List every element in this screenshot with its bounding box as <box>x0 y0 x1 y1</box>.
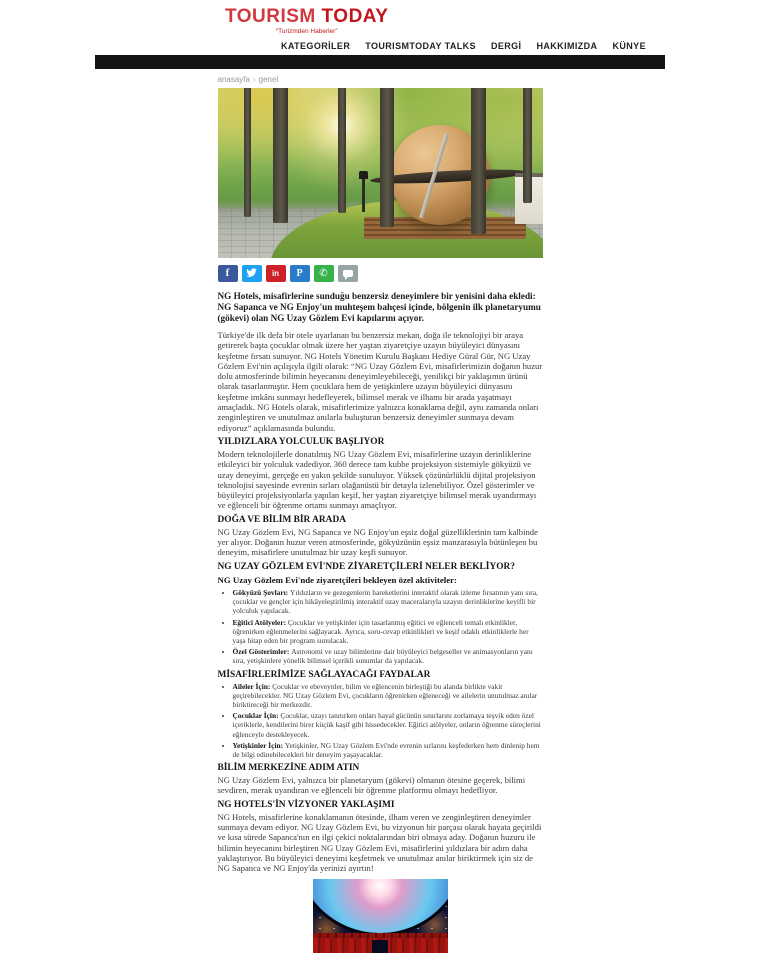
twitter-icon <box>246 267 257 280</box>
hero-tree-trunk <box>338 88 346 213</box>
hero-image <box>218 88 543 258</box>
whatsapp-share-button[interactable] <box>314 265 334 282</box>
hero-tree-trunk <box>471 88 486 234</box>
article-intro: NG Hotels, misafirlerine sunduğu benzersiz deneyimlere bir yenisini daha ekledi: NG Sapanca ve NG Enjoy'un muhteşem bahçesi içinde, bölgenin ilk planetaryumu (gökevi) olan NG Uzay Gözlem Evi kapılarını açıyor. <box>217 291 541 323</box>
facebook-icon <box>226 268 230 279</box>
site-header <box>0 0 760 69</box>
linkedin-icon <box>272 269 279 278</box>
planetarium-interior-image <box>313 879 448 953</box>
breadcrumb-separator: › <box>252 75 256 84</box>
article-paragraph: Türkiye'de ilk defa bir otele uyarlanan bu benzersiz mekan, doğa ile teknolojiyi bir araya getirerek başta çocuklar olmak üzere her yaştan ziyaretçiye uzayın büyüleyici dünyasını keşfetme fırsatı sunuyor. NG Hotels Yönetim Kurulu Başkanı Hediye Güral Gür, NG Uzay Gözlem Evi'nin açılışıyla ilgili olarak: “NG Uzay Gözlem Evi, misafirlerimizin doğanın huzur dolu atmosferinde bilimin heyecanını deneyimleyebileceği, yenilikçi bir yaklaşımın ürünü olarak tasarlanmıştır. Hem çocuklara hem de yetişkinlere uzayın büyüleyici dünyasını keşfetme imkânı sunmayı hedefleyerek, bilimsel merak ve ilhamı bir arada yaşatmayı amaçladık. NG Hotels olarak, misafirlerimize yalnızca konaklama değil, aynı zamanda onları zenginleştiren ve unutulmaz anılarla buluşturan benzersiz deneyimler sunmaya devam ediyoruz” açıklamasında bulundu. <box>217 330 543 433</box>
nav-item[interactable]: DERGİ <box>490 41 522 51</box>
list-item: • Çocuklar İçin: Çocuklar, uzayı tanıtırken onları hayal gücünün sınırlarını zorlamaya teşvik eden özel içeriklerle, kendilerini birer küçük kaşif gibi hissedecekler. Eğitici atölyeler, onların öğrenme süreçlerini eğlenceyle destekleyecek. <box>233 711 543 739</box>
list-item: • Aileler İçin: Çocuklar ve ebeveynler, bilim ve eğlencenin birleştiği bu alanda birlikte vakit geçirebilecekler. NG Uzay Gözlem Evi, çocukların öğrenirken eğleneceği ve ailelerin unutulmaz anılar biriktireceği bir merkezdir. <box>233 682 543 710</box>
bullet-list <box>218 588 543 666</box>
hero-tree-trunk <box>273 88 288 223</box>
article-sections <box>218 330 543 874</box>
logo-primary-text: TOURISM <box>225 6 316 27</box>
bullet-list <box>218 682 543 760</box>
breadcrumb-home-link[interactable]: anasayfa <box>217 75 250 84</box>
pinterest-icon <box>296 269 302 279</box>
twitter-share-button[interactable] <box>242 265 262 282</box>
facebook-share-button[interactable] <box>218 265 238 282</box>
article-paragraph: Modern teknolojilerle donatılmış NG Uzay Gözlem Evi, misafirlerine uzayın derinliklerine etkileyici bir yolculuk vadediyor. 360 derece tam kubbe projeksiyon sistemiyle gökyüzü ve uzay deneyimi, gerçeğe en yakın şekilde sunuluyor. Yüksek çözünürlüklü dijital projeksiyon teknolojisi sayesinde evrenin sırları olağanüstü bir detayla izlenebiliyor. Özel gösterimler ve büyüleyici projeksiyonlarla yapılan keşif, her yaştan ziyaretçiye bilimsel merak uyandırmayı ve eğlenceli bir öğrenme ortamı sunmayı amaçlıyor. <box>217 448 537 511</box>
section-heading: NG UZAY GÖZLEM EVİ'NDE ZİYARETÇİLERİ NELER BEKLİYOR? <box>217 561 515 572</box>
list-item: • Eğitici Atölyeler: Çocuklar ve yetişkinler için tasarlanmış eğitici ve eğlenceli temalı etkinlikler, öğrenirken eğlenmelerini sağlayacak. Ayrıca, soru-cevap etkinlikleri ve keşif odaklı etkinliklerle her yaşa hitap eden bir program sunulacak. <box>233 618 543 646</box>
section-heading: DOĞA VE BİLİM BİR ARADA <box>217 514 346 525</box>
article-bold-line: NG Uzay Gözlem Evi'nde ziyaretçileri bekleyen özel aktiviteler: <box>217 574 457 585</box>
nav-item[interactable]: TOURISMTODAY TALKS <box>365 41 476 51</box>
section-heading: BİLİM MERKEZİNE ADIM ATIN <box>217 763 360 774</box>
pinterest-share-button[interactable] <box>290 265 310 282</box>
breadcrumb <box>218 75 543 84</box>
site-logo[interactable] <box>225 7 388 35</box>
logo-secondary-text: TODAY <box>321 6 389 27</box>
hero-tree-trunk <box>523 88 532 203</box>
comment-icon <box>343 270 353 277</box>
hero-lamp-post <box>362 178 365 212</box>
main-nav <box>281 41 665 51</box>
comment-share-button[interactable] <box>338 265 358 282</box>
nav-item[interactable]: KATEGORİLER <box>281 41 351 51</box>
article-paragraph: NG Hotels, misafirlerine konaklamanın ötesinde, ilham veren ve zenginleştiren deneyimler sunmaya devam ediyor. NG Uzay Gözlem Evi, bu vizyonun bir parçası olarak hayata geçirildi ve kısa sürede Sapanca'nın en ilgi çekici noktalarından biri olmaya aday. Doğanın huzuru ile bilimin heyecanını birleştiren NG Uzay Gözlem Evi, misafirlerini yıldızlara bir adım daha yaklaştırıyor. Bu büyüleyici deneyimi keşfetmek ve unutulmaz anılar biriktirmek için siz de NG Sapanca ve NG Enjoy'da yerinizi ayırtın! <box>217 811 542 874</box>
breadcrumb-current[interactable]: genel <box>258 75 279 84</box>
article-paragraph: NG Uzay Gözlem Evi, yalnızca bir planetaryum (gökevi) olmanın ötesine geçerek, bilimi sevdiren, merak uyandıran ve eğlenceli bir öğrenme platformu olmayı hedefliyor. <box>217 775 526 796</box>
list-item: • Özel Gösterimler: Astronomi ve uzay bilimlerine dair büyüleyici belgeseller ve animasyonların yanı sıra, yetişkinlere yönelik bilimsel içerikli sunumlar da yapılacak. <box>233 647 543 665</box>
hero-tree-trunk <box>244 88 251 217</box>
hero-tree-trunk <box>380 88 394 227</box>
article-body <box>218 291 543 953</box>
section-heading: MİSAFİRLERİMİZE SAĞLAYACAĞI FAYDALAR <box>217 669 431 680</box>
theater-aisle <box>372 940 388 953</box>
article-paragraph: NG Uzay Gözlem Evi, NG Sapanca ve NG Enjoy'un eşsiz doğal güzelliklerinin tam kalbinde yer alıyor. Doğanın huzur veren atmosferinde, gökyüzünün eşsiz manzarasıyla bütünleşen bu deneyim, misafirlere unutulmaz bir uzay keşfi sunuyor. <box>217 526 538 558</box>
site-tagline: “Turizmden Haberler” <box>275 28 338 35</box>
header-divider-bar <box>95 55 665 69</box>
section-heading: YILDIZLARA YOLCULUK BAŞLIYOR <box>217 436 385 447</box>
nav-item[interactable]: KÜNYE <box>612 41 646 51</box>
list-item: • Gökyüzü Şovları: Yıldızların ve gezegenlerin hareketlerini interaktif olarak izleme fırsatının yanı sıra, çocuklar ve gençler için hikâyeleştirilmiş interaktif uzay maceralarıyla uzayın derinliklerine keyifli bir yolculuk yapılacak. <box>233 588 543 616</box>
list-item: • Yetişkinler İçin: Yetişkinler, NG Uzay Gözlem Evi'nde evrenin sırlarını keşfederken hem dinlenip hem de bilgi edinebilecekleri bir deneyim yaşayacaklar. <box>233 741 543 759</box>
section-heading: NG HOTELS'İN VİZYONER YAKLAŞIMI <box>217 799 395 810</box>
linkedin-share-button[interactable] <box>266 265 286 282</box>
whatsapp-icon <box>319 269 327 279</box>
dome-projection <box>313 879 448 936</box>
social-share-row <box>218 265 543 282</box>
nav-item[interactable]: HAKKIMIZDA <box>536 41 598 51</box>
